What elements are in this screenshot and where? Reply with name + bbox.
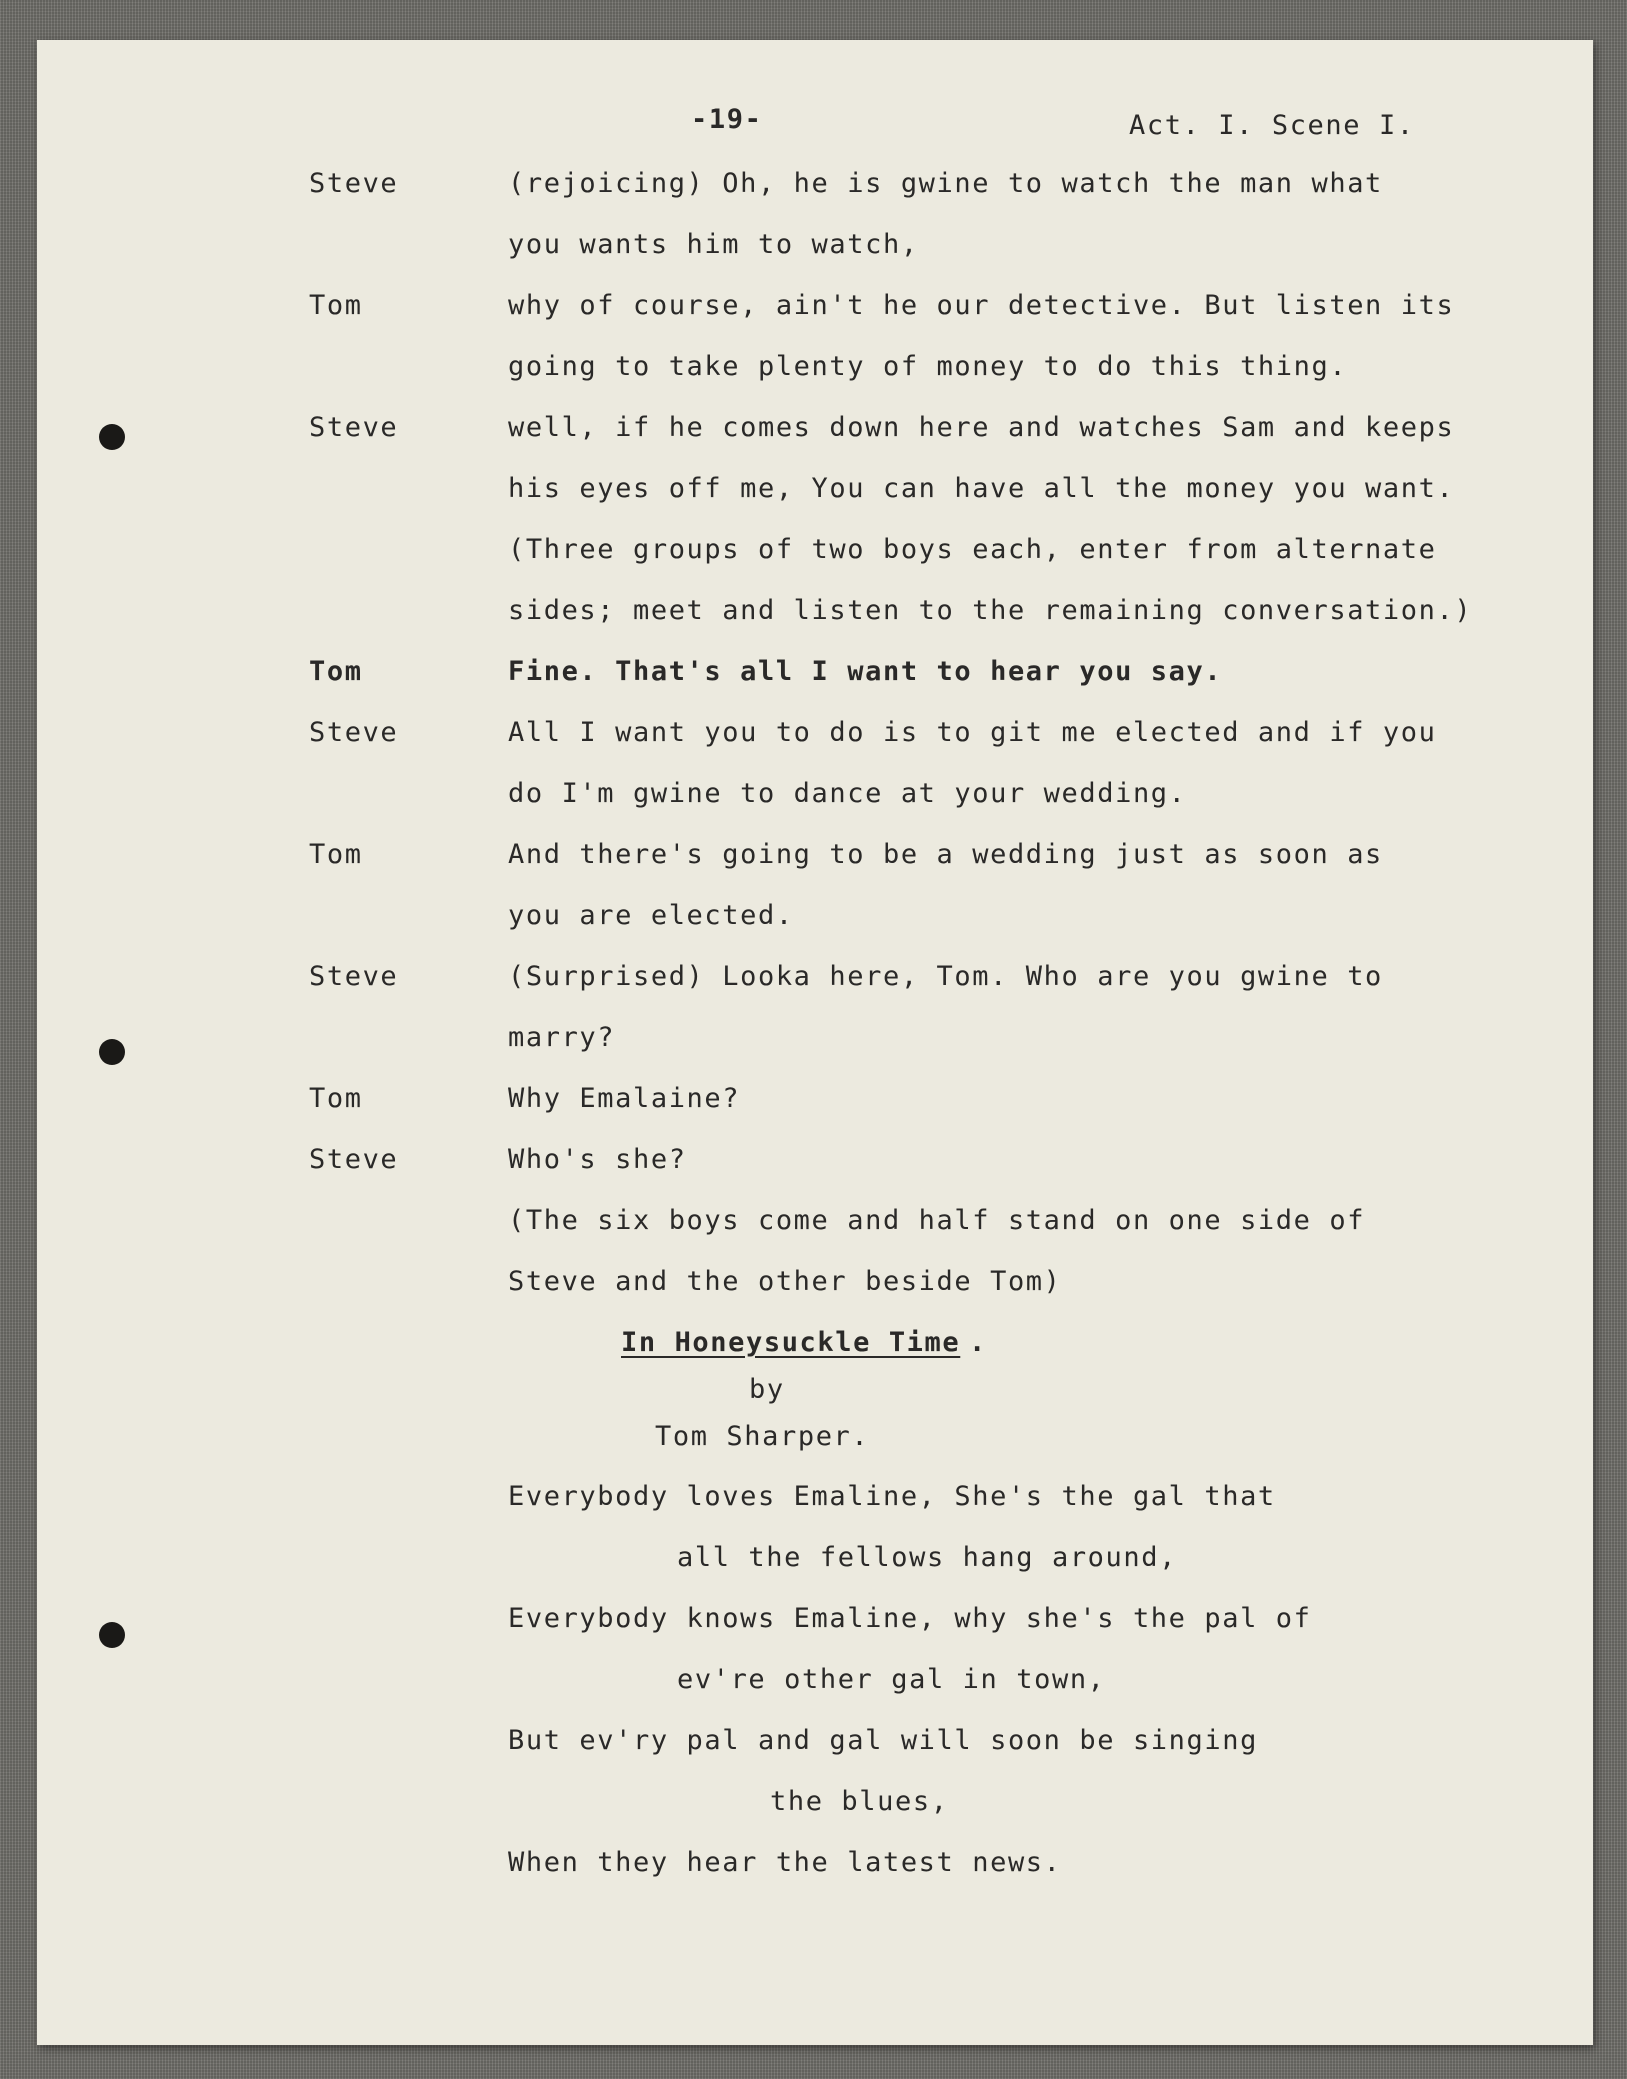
binder-hole-top (99, 424, 125, 450)
dialogue-line: (Surprised) Looka here, Tom. Who are you gwine to (508, 961, 1383, 992)
stage-direction: sides; meet and listen to the remaining conversation.) (508, 595, 1473, 626)
song-by: by (749, 1374, 785, 1405)
dialogue-line: why of course, ain't he our detective. But listen its (508, 290, 1455, 321)
speaker-name: Steve (309, 717, 399, 748)
dialogue-line: going to take plenty of money to do this thing. (508, 351, 1348, 382)
song-author: Tom Sharper. (655, 1421, 870, 1452)
lyric-line: ev're other gal in town, (677, 1664, 1106, 1695)
dialogue-line: Why Emalaine? (508, 1083, 741, 1114)
dialogue-line: well, if he comes down here and watches Sam and keeps (508, 412, 1455, 443)
speaker-name: Steve (309, 168, 399, 199)
dialogue-line: do I'm gwine to dance at your wedding. (508, 778, 1187, 809)
dialogue-line: (rejoicing) Oh, he is gwine to watch the man what (508, 168, 1383, 199)
lyric-line: Everybody knows Emaline, why she's the pal of (508, 1603, 1312, 1634)
lyric-line: all the fellows hang around, (677, 1542, 1177, 1573)
song-title: In Honeysuckle Time (621, 1327, 961, 1358)
dialogue-line: All I want you to do is to git me elected and if you (508, 717, 1437, 748)
speaker-name: Tom (309, 656, 363, 687)
lyric-line: But ev'ry pal and gal will soon be singing (508, 1725, 1258, 1756)
binder-hole-middle (99, 1039, 125, 1065)
speaker-name: Tom (309, 1083, 363, 1114)
stage-direction: (The six boys come and half stand on one side of (508, 1205, 1366, 1236)
binder-hole-bottom (99, 1622, 125, 1648)
lyric-line: the blues, (770, 1786, 949, 1817)
lyric-line: When they hear the latest news. (508, 1847, 1062, 1878)
speaker-name: Tom (309, 839, 363, 870)
speaker-name: Steve (309, 1144, 399, 1175)
lyric-line: Everybody loves Emaline, She's the gal that (508, 1481, 1276, 1512)
stage-direction: (Three groups of two boys each, enter from alternate (508, 534, 1437, 565)
dialogue-line: you are elected. (508, 900, 794, 931)
speaker-name: Steve (309, 412, 399, 443)
dialogue-line: marry? (508, 1022, 616, 1053)
dialogue-line: And there's going to be a wedding just as soon as (508, 839, 1383, 870)
stage-direction: Steve and the other beside Tom) (508, 1266, 1062, 1297)
act-scene-heading: Act. I. Scene I. (1129, 110, 1415, 141)
dialogue-line: his eyes off me, You can have all the money you want. (508, 473, 1455, 504)
speaker-name: Tom (309, 290, 363, 321)
typewritten-page (37, 40, 1593, 2045)
page-number: -19- (691, 104, 763, 135)
dialogue-line: Who's she? (508, 1144, 687, 1175)
dialogue-line: Fine. That's all I want to hear you say. (508, 656, 1223, 687)
dialogue-line: you wants him to watch, (508, 229, 919, 260)
speaker-name: Steve (309, 961, 399, 992)
song-title-period: . (969, 1327, 987, 1358)
